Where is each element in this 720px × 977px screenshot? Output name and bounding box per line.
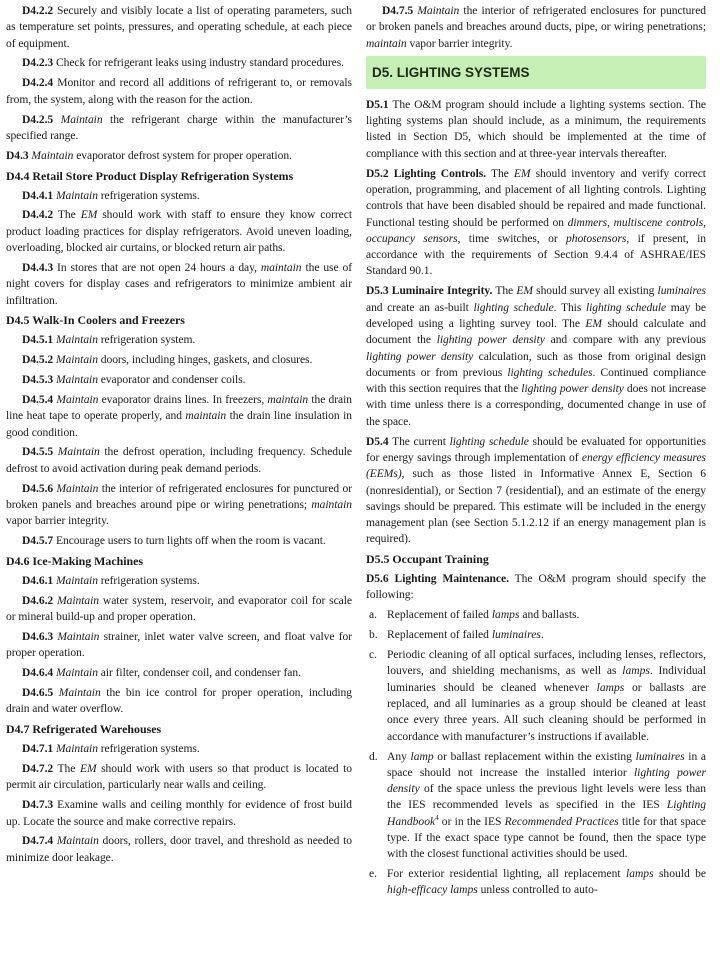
subsection-heading-d4-7: D4.7 Refrigerated Warehouses: [6, 722, 162, 737]
paragraph-d4-6-2: D4.6.2 Maintain water system, reservoir, and evaporator coil for scale or mineral build-up and proper operation.: [6, 594, 352, 624]
paragraph-d4-7-5: D4.7.5 Maintain the interior of refrigerated enclosures for punctured or broken panels and breaches around ducts, pipe, or wiring penetrations; maintain vapor barrier integrity.: [366, 5, 706, 50]
list-marker: b.: [369, 629, 378, 642]
paragraph-d4-7-4: D4.7.4 Maintain doors, rollers, door travel, and threshold as needed to minimize door leakage.: [6, 835, 352, 864]
paragraph-d4-5-2: D4.5.2 Maintain doors, including hinges, gaskets, and closures.: [22, 354, 313, 367]
list-item-text: Any lamp or ballast replacement within the existing luminaires in a space should not increase the installed interior lighting power density of the space unless the previous light levels were less than the IES recommended levels as specified in the IES Lighting Handbook$^4$ or in the IES Recommended Practices title for that space type. If the exact space type cannot be found, then the space type with the closest functional activities should be used.: [387, 750, 706, 861]
list-marker: a.: [369, 609, 378, 622]
section-paragraph-d4-3: D4.3 Maintain evaporator defrost system for proper operation.: [6, 149, 292, 162]
paragraph-d4-4-2: D4.4.2 The EM should work with staff to ensure they know correct product loading practices for display refrigerators. Avoid uneven loading, overloading, blocked air curtains, or blocked return air paths.: [6, 209, 352, 255]
section-heading-band: [366, 56, 706, 89]
list-item: [366, 749, 706, 863]
paragraph-d4-7-3: D4.7.3 Examine walls and ceiling monthly for evidence of frost build up. Locate the source and make corrective repairs.: [6, 799, 352, 828]
paragraph-d4-2-5: D4.2.5 Maintain the refrigerant charge within the manufacturer’s specified range.: [6, 113, 352, 142]
right-column-continuation: [366, 3, 706, 52]
paragraph-d4-5-6: D4.5.6 Maintain the interior of refrigerated enclosures for punctured or broken panels and breaches around pipe or wiring penetrations; maintain vapor barrier integrity.: [6, 482, 352, 528]
section-paragraph-d5-3: D5.3 Luminaire Integrity. The EM should survey all existing luminaires and create an as-built lighting schedule. This lighting schedule may be developed using a lighting survey tool. The EM should calculate and document the lighting power density and compare with any previous lighting power density calculation, such as those from original design documents or from previous lighting schedules. Continued compliance with this section requires that the lighting power density does not increase with time unless there is a corresponding, documented change in use of the space.: [366, 285, 706, 428]
paragraph-d4-2-4: D4.2.4 Monitor and record all additions of refrigerant to, or removals from, the system, along with the reason for the action.: [6, 77, 352, 106]
paragraph-d4-6-3: D4.6.3 Maintain strainer, inlet water valve screen, and float valve for proper operation.: [6, 630, 353, 660]
list-marker: c.: [369, 649, 378, 662]
section-paragraph-d5-6: D5.6 Lighting Maintenance. The O&M program should specify the following:: [366, 573, 706, 602]
paragraph-d4-4-1: D4.4.1 Maintain refrigeration systems.: [22, 189, 200, 202]
paragraph-d4-7-1: D4.7.1 Maintain refrigeration systems.: [22, 743, 200, 756]
paragraph-d4-5-5: D4.5.5 Maintain the defrost operation, including frequency. Schedule defrost to avoid activation during peak demand periods.: [6, 446, 352, 475]
list-item: [366, 627, 706, 643]
subsection-heading-d4-5: D4.5 Walk-In Coolers and Freezers: [6, 313, 185, 328]
list-item-text: For exterior residential lighting, all replacement lamps should be high-efficacy lamps unless controlled to auto-: [387, 868, 706, 897]
section-paragraph-d5-2: D5.2 Lighting Controls. The EM should inventory and verify correct operation, programming, and placement of all lighting controls. Lighting controls that have been disabled should be repaired and made functional. Functional testing should be performed on dimmers, multiscene controls, occupancy sensors, time switches, or photosensors, if present, in accordance with the requirements of Section 9.4.4 of ASHRAE/IES Standard 90.1.: [366, 167, 706, 278]
paragraph-d4-5-7: D4.5.7 Encourage users to turn lights off when the room is vacant.: [22, 535, 326, 548]
maintenance-list: [366, 607, 706, 898]
paragraph-d4-5-3: D4.5.3 Maintain evaporator and condenser coils.: [22, 374, 246, 387]
list-item-text: Replacement of failed luminaires.: [387, 629, 544, 642]
list-marker: d.: [369, 750, 378, 763]
left-column: [6, 3, 352, 870]
list-item: [366, 607, 706, 623]
paragraph-d4-6-1: D4.6.1 Maintain refrigeration systems.: [22, 574, 200, 587]
section-paragraph-d5-1: D5.1 The O&M program should include a lighting systems section. The lighting systems plan should include, as a minimum, the requirements listed in Section D5, which should be implemented at the time of compliance with this section and at three-year intervals thereafter.: [366, 98, 706, 160]
list-item: [366, 647, 706, 745]
paragraph-d4-5-1: D4.5.1 Maintain refrigeration system.: [22, 334, 196, 347]
section-paragraph-d5-4: D5.4 The current lighting schedule should be evaluated for opportunities for energy savings through implementation of energy efficiency measures (EEMs), such as those listed in Informative Annex E, Section 6 (nonresidential), or Section 7 (residential), and an estimate of the energy savings should be prepared. This estimate will be included in the energy management plan (see Section 5.1.2.12 if an energy management plan is required).: [366, 435, 706, 546]
paragraph-d4-6-5: D4.6.5 Maintain the bin ice control for proper operation, including drain and water overflow.: [6, 687, 352, 716]
paragraph-d4-7-2: D4.7.2 The EM should work with users so that product is located to permit air circulation, particularly near walls and ceiling.: [6, 763, 352, 792]
paragraph-d4-2-3: D4.2.3 Check for refrigerant leaks using industry standard procedures.: [22, 57, 344, 70]
list-marker: e.: [369, 868, 378, 881]
paragraph-d4-6-4: D4.6.4 Maintain air filter, condenser coil, and condenser fan.: [22, 667, 301, 680]
list-item: [366, 866, 706, 899]
list-item-text: Replacement of failed lamps and ballasts.: [387, 609, 580, 622]
section-heading: D5. LIGHTING SYSTEMS: [372, 64, 530, 80]
paragraph-d4-4-3: D4.4.3 In stores that are not open 24 hours a day, maintain the use of night covers for display cases and refrigerators to minimize ambient air infiltration.: [6, 261, 353, 307]
right-column: [366, 3, 706, 902]
list-item-text: Periodic cleaning of all optical surfaces, including lenses, reflectors, louvers, and shielding mechanisms, as well as lamps. Individual luminaries should be cleaned whenever lamps or ballasts are replaced, and all luminaries as a group should be cleaned at least once every three years. All such cleaning should be performed in accordance with manufacturer’s instructions if available.: [387, 649, 706, 743]
subsection-heading-d5-5: D5.5 Occupant Training: [366, 552, 489, 567]
lighting-section-body: [366, 97, 706, 604]
subsection-heading-d4-4: D4.4 Retail Store Product Display Refrigeration Systems: [6, 168, 294, 183]
paragraph-d4-5-4: D4.5.4 Maintain evaporator drains lines. In freezers, maintain the drain line heat tape to operate properly, and maintain the drain line insulation in good condition.: [6, 393, 353, 439]
paragraph-d4-2-2: D4.2.2 Securely and visibly locate a list of operating parameters, such as temperature set points, pressures, and operating schedule, at each piece of equipment.: [6, 5, 352, 50]
subsection-heading-d4-6: D4.6 Ice-Making Machines: [6, 554, 144, 568]
